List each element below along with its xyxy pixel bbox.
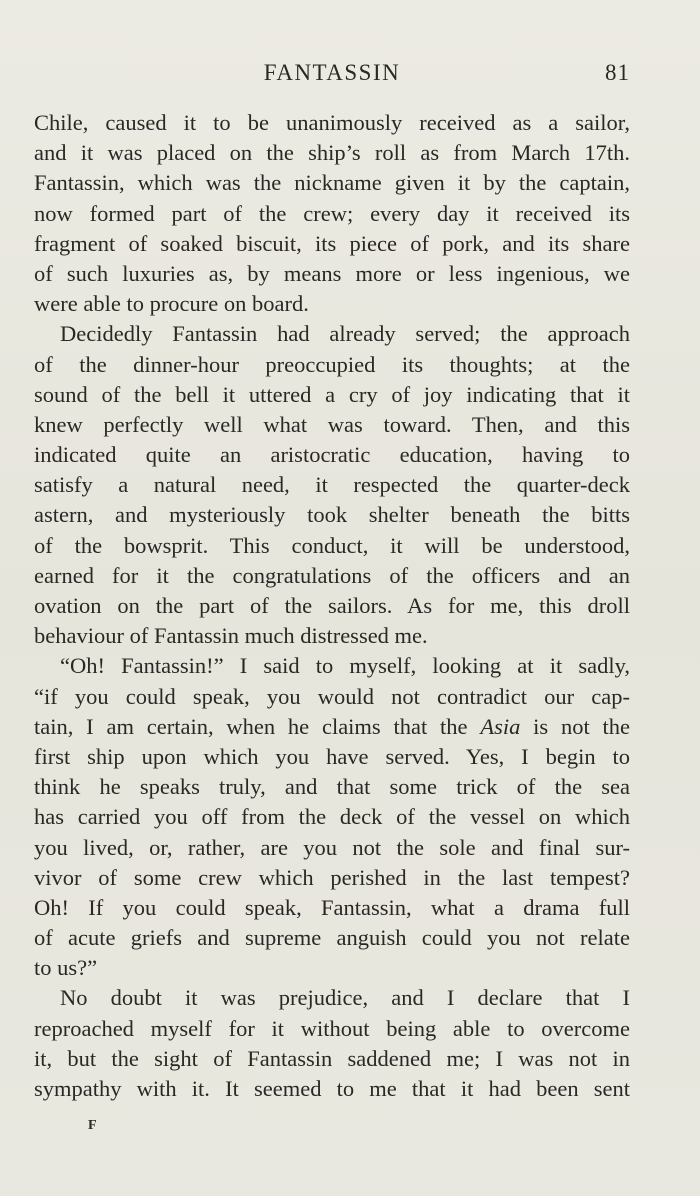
- text-line: sympathy with it. It seemed to me that it had been sent: [34, 1076, 630, 1101]
- text-line: reproached myself for it without being able to overcome: [34, 1015, 630, 1041]
- text-line: tain, I am certain, when he claims that the Asia is not the: [34, 713, 630, 739]
- running-title: FANTASSIN: [263, 60, 401, 85]
- text-line: behaviour of Fantassin much distressed me.: [34, 623, 428, 649]
- text-line: first ship upon which you have served. Yes, I begin to: [34, 743, 630, 769]
- text-line: indicated quite an aristocratic education, having to: [34, 442, 630, 468]
- text-line: sound of the bell it uttered a cry of joy indicating that it: [34, 381, 630, 407]
- text-line: astern, and mysteriously took shelter beneath the bitts: [34, 502, 630, 528]
- text-line: and it was placed on the ship’s roll as from March 17th.: [34, 140, 630, 166]
- text-line: of the bowsprit. This conduct, it will be understood,: [34, 532, 630, 558]
- ship-name: Asia: [480, 713, 521, 739]
- text-line: vivor of some crew which perished in the last tempest?: [34, 864, 630, 890]
- text-line: Oh! If you could speak, Fantassin, what a drama full: [34, 894, 630, 920]
- text-line: knew perfectly well what was toward. Then, and this: [34, 411, 630, 437]
- text-line: No doubt it was prejudice, and I declare that I: [60, 985, 630, 1011]
- text-line: of acute griefs and supreme anguish could you not relate: [34, 925, 630, 951]
- body-text: [34, 108, 630, 1104]
- text-line: of such luxuries as, by means more or less ingenious, we: [34, 260, 630, 286]
- text-line: Fantassin, which was the nickname given it by the captain,: [34, 170, 630, 196]
- text-line: it, but the sight of Fantassin saddened me; I was not in: [34, 1045, 630, 1071]
- text-line: you lived, or, rather, are you not the sole and final sur-: [34, 834, 630, 860]
- text-line: Decidedly Fantassin had already served; the approach: [60, 321, 630, 347]
- text-line: fragment of soaked biscuit, its piece of pork, and its share: [34, 230, 630, 256]
- text-line: “Oh! Fantassin!” I said to myself, looking at it sadly,: [60, 653, 630, 679]
- text-line: has carried you off from the deck of the vessel on which: [34, 804, 630, 830]
- text-line: Chile, caused it to be unanimously received as a sailor,: [34, 110, 630, 135]
- text-line: think he speaks truly, and that some trick of the sea: [34, 774, 630, 800]
- text-line: were able to procure on board.: [34, 291, 309, 317]
- signature-mark: F: [88, 1118, 97, 1133]
- text-line: satisfy a natural need, it respected the quarter-deck: [34, 472, 630, 498]
- text-line: earned for it the congratulations of the officers and an: [34, 562, 630, 588]
- text-line: “if you could speak, you would not contradict our cap-: [34, 683, 630, 709]
- text-line: ovation on the part of the sailors. As for me, this droll: [34, 593, 630, 618]
- text-line: of the dinner-hour preoccupied its thoughts; at the: [34, 351, 630, 377]
- text-line: to us?”: [34, 955, 98, 981]
- text-line: now formed part of the crew; every day it received its: [34, 200, 630, 226]
- running-head: [34, 60, 630, 92]
- page-number: 81: [605, 60, 630, 85]
